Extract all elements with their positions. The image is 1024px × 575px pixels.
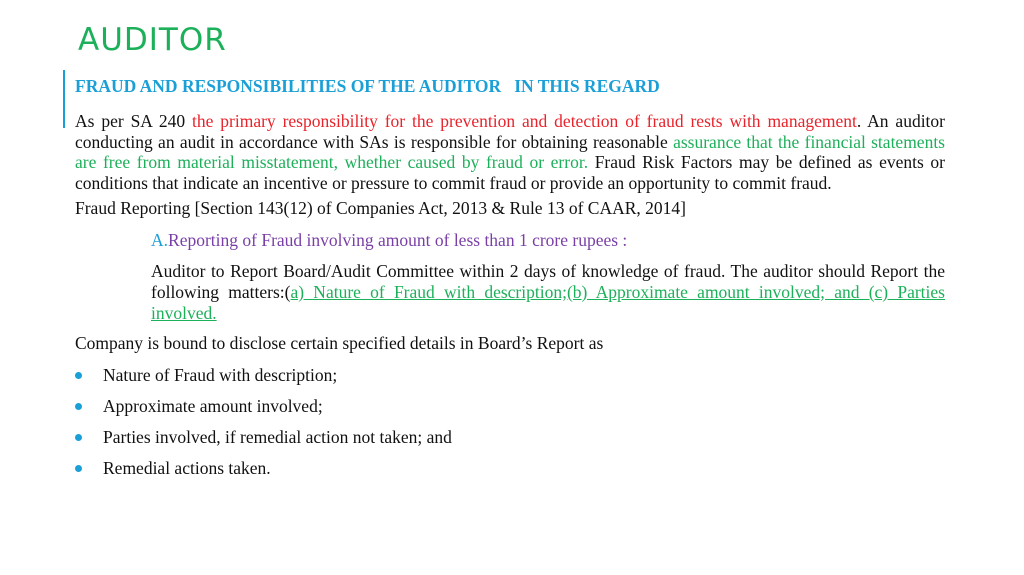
bullet-icon	[75, 403, 82, 410]
management-responsibility-text: the primary responsibility for the prevention and detection of fraud rests with management	[192, 111, 857, 131]
sub-heading-a-text: Reporting of Fraud involving amount of less than 1 crore rupees :	[168, 229, 628, 250]
accent-bar	[63, 70, 65, 128]
list-item-text: Nature of Fraud with description;	[103, 364, 338, 385]
list-item-text: Parties involved, if remedial action not taken; and	[103, 426, 452, 447]
matters-link[interactable]: a) Nature of Fraud with description;(b) Approximate amount involved; and (c) Parties involved.	[151, 281, 945, 323]
sub-body-text: Auditor to Report Board/Audit Committee within 2 days of knowledge of fraud. The auditor should Report the following matters:(	[151, 261, 945, 302]
sub-heading-a	[151, 230, 945, 251]
list-item	[75, 365, 945, 386]
intro-text-2: . An auditor conducting an audit in accordance with SAs is responsible for obtaining reasonable	[75, 111, 946, 152]
reasonable-assurance-text: assurance that the financial statements are free from material misstatement, whether caused by fraud or error.	[75, 131, 945, 173]
intro-text-3: Fraud Risk Factors may be defined as events or conditions that indicate an incentive or pressure to commit fraud or provide an opportunity to commit fraud.	[75, 152, 945, 194]
fraud-reporting-line: Fraud Reporting [Section 143(12) of Companies Act, 2013 & Rule 13 of CAAR, 2014]	[75, 197, 686, 218]
sub-section-a-body	[151, 261, 945, 323]
section-heading: FRAUD AND RESPONSIBILITIES OF THE AUDITOR IN THIS REGARD	[75, 76, 660, 96]
bullet-icon	[75, 372, 82, 379]
disclosure-bullet-list	[75, 365, 945, 479]
sub-heading-a-prefix: A.	[151, 229, 169, 250]
bullet-icon	[75, 465, 82, 472]
list-item	[75, 427, 945, 448]
slide-title: AUDITOR	[78, 22, 227, 58]
list-item	[75, 396, 945, 417]
bullet-icon	[75, 434, 82, 441]
company-disclosure-line: Company is bound to disclose certain specified details in Board’s Report as	[75, 333, 604, 354]
slide-content	[75, 76, 945, 479]
list-item-text: Approximate amount involved;	[103, 395, 323, 416]
sub-section-a	[75, 230, 945, 324]
list-item-text: Remedial actions taken.	[103, 458, 271, 479]
intro-text-1: As per SA 240	[75, 111, 193, 131]
intro-paragraph	[75, 111, 945, 194]
list-item	[75, 458, 945, 479]
